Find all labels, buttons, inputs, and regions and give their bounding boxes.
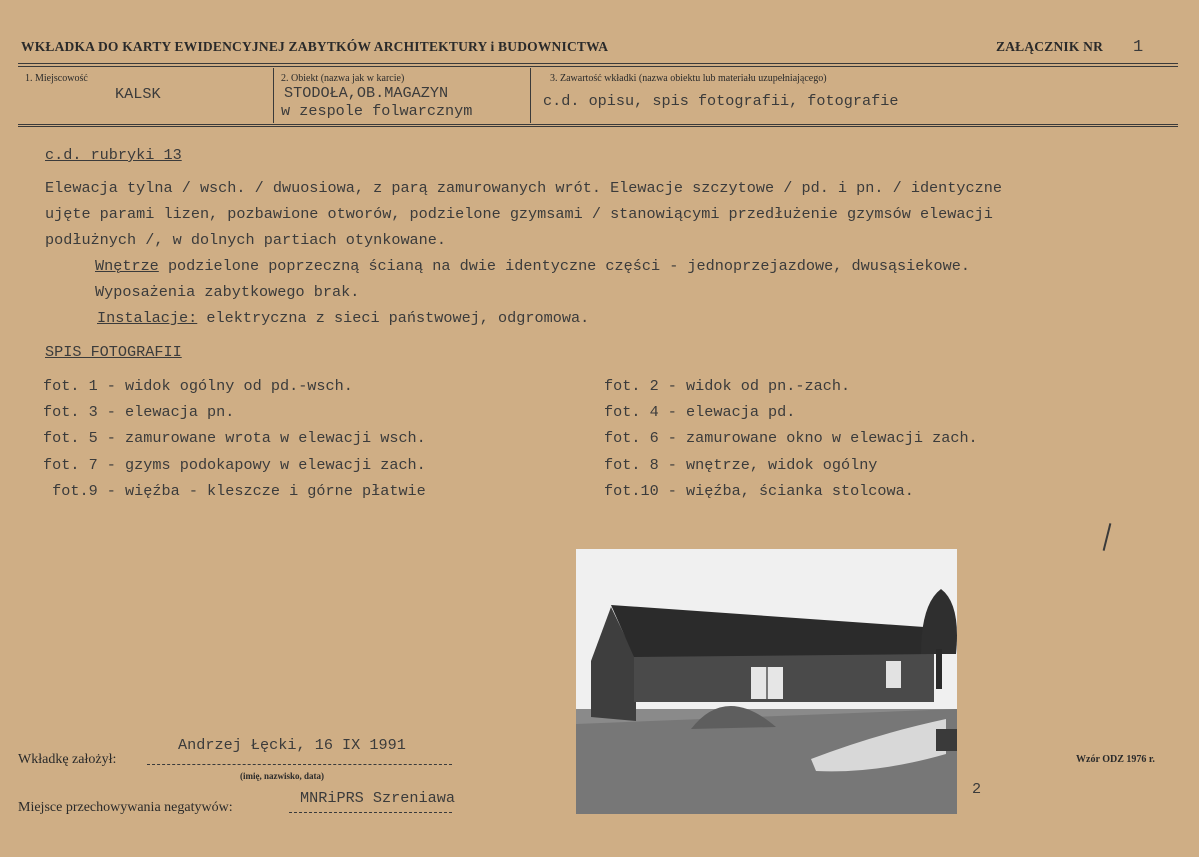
- annex-label: ZAŁĄCZNIK NR: [996, 39, 1104, 54]
- place-value: KALSK: [115, 85, 161, 103]
- pencil-mark: [1103, 523, 1112, 551]
- storage-label: Miejsce przechowywania negatywów:: [18, 800, 233, 815]
- object-value-line2: w zespole folwarcznym: [281, 102, 473, 120]
- author-dotted-line: [147, 764, 452, 765]
- section-heading: c.d. rubryki 13: [45, 146, 182, 164]
- photo-number: 2: [972, 780, 982, 798]
- photo-entry-left-3: fot. 5 - zamurowane wrota w elewacji wsch.: [43, 429, 426, 447]
- photo-entry-right-4: fot. 8 - wnętrze, widok ogólny: [604, 456, 878, 474]
- storage-value: MNRiPRS Szreniawa: [300, 789, 455, 807]
- photo-entry-right-2: fot. 4 - elewacja pd.: [604, 403, 796, 421]
- author-label: Wkładkę założył:: [18, 752, 117, 767]
- installations-text: elektryczna z sieci państwowej, odgromowa.: [206, 309, 590, 327]
- field-divider-2: [530, 68, 531, 123]
- interior-line: [95, 257, 970, 275]
- paragraph-line-2: ujęte parami lizen, pozbawione otworów, podzielone gzymsami / stanowiącymi przedłużenie gzymsów elewacji: [45, 205, 993, 223]
- object-label: 2. Obiekt (nazwa jak w karcie): [281, 73, 405, 84]
- photo-entry-right-1: fot. 2 - widok od pn.-zach.: [604, 377, 851, 395]
- top-rule: [18, 63, 1178, 64]
- paragraph-line-1: Elewacja tylna / wsch. / dwuosiowa, z parą zamurowanych wrót. Elewacje szczytowe / pd. i pn. / identyczne: [45, 179, 1002, 197]
- fields-bottom-rule-inner: [18, 126, 1178, 127]
- photo-entry-right-5: fot.10 - więźba, ścianka stolcowa.: [604, 482, 914, 500]
- form-title: WKŁADKA DO KARTY EWIDENCYJNEJ ZABYTKÓW ARCHITEKTURY i BUDOWNICTWA: [21, 39, 609, 54]
- contents-label: 3. Zawartość wkładki (nazwa obiektu lub materiału uzupełniającego): [550, 73, 827, 84]
- place-label: 1. Miejscowość: [25, 73, 88, 84]
- photo-entry-left-4: fot. 7 - gzyms podokapowy w elewacji zach.: [43, 456, 426, 474]
- storage-dotted-line: [289, 812, 452, 813]
- author-value: Andrzej Łęcki, 16 IX 1991: [178, 736, 406, 754]
- field-divider-1: [273, 68, 274, 123]
- paragraph-line-3: podłużnych /, w dolnych partiach otynkowane.: [45, 231, 447, 249]
- installations-label: Instalacje:: [97, 309, 198, 327]
- equipment-line: Wyposażenia zabytkowego brak.: [95, 283, 360, 301]
- installations-line: [97, 309, 589, 327]
- top-rule-inner: [18, 66, 1178, 67]
- photo-entry-left-5: fot.9 - więźba - kleszcze i górne płatwie: [43, 482, 426, 500]
- photo-list-heading: SPIS FOTOGRAFII: [45, 343, 182, 361]
- object-value-line1: STODOŁA,OB.MAGAZYN: [284, 84, 449, 102]
- interior-text: podzielone poprzeczną ścianą na dwie identyczne części - jednoprzejazdowe, dwusąsiekowe.: [167, 257, 970, 275]
- form-model: Wzór ODZ 1976 r.: [1076, 754, 1155, 765]
- annex-number: 1: [1133, 38, 1144, 57]
- barn-photograph: [576, 549, 957, 814]
- photo-entry-right-3: fot. 6 - zamurowane okno w elewacji zach.: [604, 429, 978, 447]
- fields-bottom-rule: [18, 124, 1178, 125]
- interior-label: Wnętrze: [95, 257, 159, 275]
- photo-entry-left-2: fot. 3 - elewacja pn.: [43, 403, 235, 421]
- author-hint: (imię, nazwisko, data): [240, 771, 324, 781]
- contents-value: c.d. opisu, spis fotografii, fotografie: [543, 92, 899, 110]
- photo-entry-left-1: fot. 1 - widok ogólny od pd.-wsch.: [43, 377, 353, 395]
